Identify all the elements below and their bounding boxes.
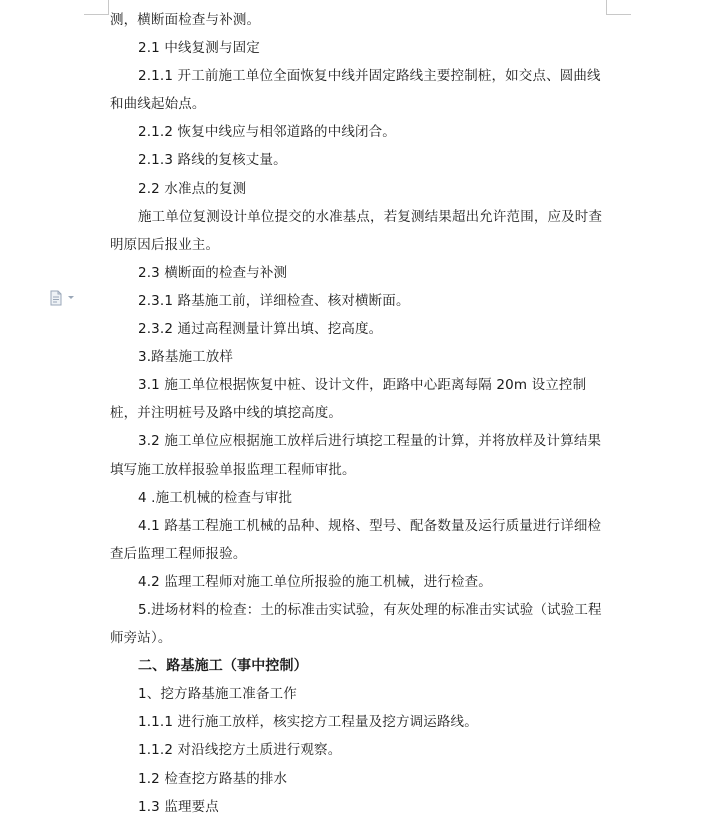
- paragraph: 3.路基施工放样: [138, 349, 234, 366]
- paragraph: 2.3.2 通过高程测量计算出填、挖高度。: [138, 321, 383, 338]
- paragraph: 1.1.2 对沿线挖方土质进行观察。: [138, 742, 342, 759]
- chevron-down-icon: [67, 295, 75, 301]
- paragraph: 1、挖方路基施工准备工作: [138, 686, 297, 703]
- paragraph: 测，横断面检查与补测。: [110, 12, 261, 28]
- paragraph: 2.1.2 恢复中线应与相邻道路的中线闭合。: [138, 124, 396, 141]
- paragraph: 3.2 施工单位应根据施工放样后进行填挖工程量的计算，并将放样及计算结果填写施工放样报验单报监理工程师审批。: [110, 433, 602, 478]
- document-body: [110, 6, 604, 821]
- paragraph: 1.3 监理要点: [138, 798, 219, 815]
- paragraph: 2.1.3 路线的复核丈量。: [138, 152, 287, 169]
- paragraph: 1.2 检查挖方路基的排水: [138, 770, 288, 787]
- paragraph: 4 .施工机械的检查与审批: [138, 489, 293, 506]
- paragraph: 4.2 监理工程师对施工单位所报验的施工机械，进行检查。: [138, 573, 492, 590]
- document-glyph-icon: [48, 290, 64, 306]
- paragraph: 2.1.1 开工前施工单位全面恢复中线并固定路线主要控制桩，如交点、圆曲线和曲线起始点。: [110, 68, 601, 113]
- document-icon[interactable]: [48, 289, 76, 307]
- paragraph: 5.进场材料的检查：土的标准击实试验，有灰处理的标准击实试验（试验工程师旁站）。: [110, 601, 602, 647]
- paragraph: 2.3.1 路基施工前，详细检查、核对横断面。: [138, 292, 410, 309]
- paragraph: 2.3 横断面的检查与补测: [138, 264, 288, 281]
- paragraph: 2.2 水准点的复测: [138, 180, 247, 197]
- paragraph: 2.1 中线复测与固定: [138, 40, 260, 57]
- paragraph: 施工单位复测设计单位提交的水准基点，若复测结果超出允许范围，应及时查明原因后报业主。: [110, 208, 603, 253]
- paragraph: 1.1.1 进行施工放样，核实挖方工程量及挖方调运路线。: [138, 714, 478, 731]
- paragraph: 3.1 施工单位根据恢复中桩、设计文件，距路中心距离每隔 20m 设立控制桩，并注明桩号及路中线的填挖高度。: [110, 377, 587, 422]
- section-heading: 二、路基施工（事中控制）: [138, 658, 308, 675]
- paragraph: 4.1 路基工程施工机械的品种、规格、型号、配备数量及运行质量进行详细检查后监理工程师报验。: [110, 517, 602, 562]
- page-corner-mark-left: [84, 0, 109, 15]
- page-corner-mark-right: [606, 0, 631, 15]
